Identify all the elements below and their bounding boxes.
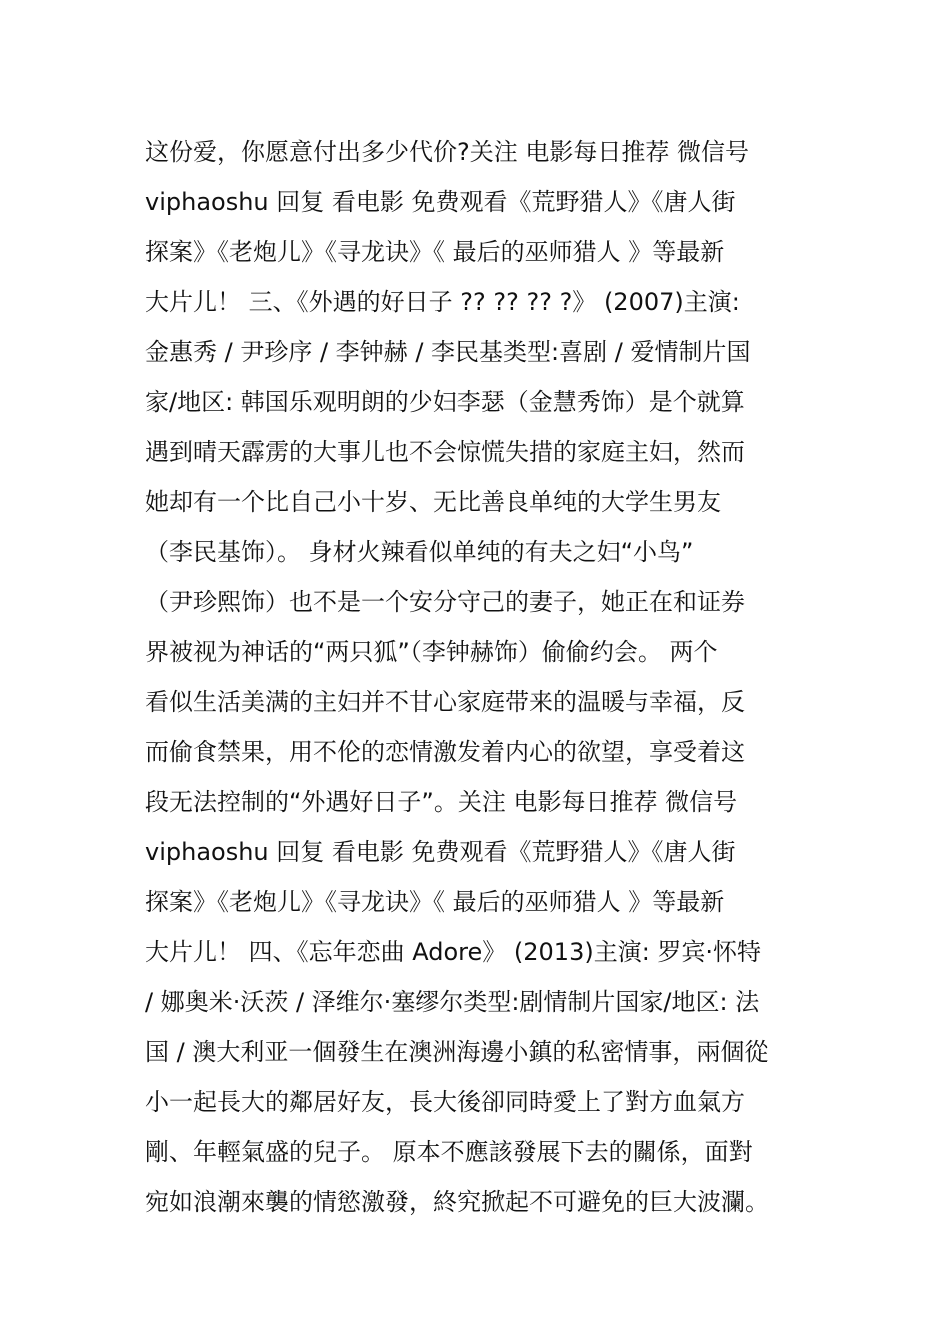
text-line: 这份爱，你愿意付出多少代价?关注 电影每日推荐 微信号 [145,138,749,166]
text-line: 大片儿！ 四、《忘年恋曲 Adore》 (2013)主演: 罗宾·怀特 [145,938,762,966]
text-line: （尹珍熙饰）也不是一个安分守己的妻子，她正在和证券 [145,588,745,616]
text-line: 探案》《老炮儿》《寻龙诀》《 最后的巫师猎人 》等最新 [145,238,725,266]
text-line: 金惠秀 / 尹珍序 / 李钟赫 / 李民基类型:喜剧 / 爱情制片国 [145,338,751,366]
text-line: 大片儿！ 三、《外遇的好日子 ?? ?? ?? ?》 (2007)主演: [145,288,740,316]
text-line: 探案》《老炮儿》《寻龙诀》《 最后的巫师猎人 》等最新 [145,888,725,916]
text-line: 家/地区: 韩国乐观明朗的少妇李瑟（金慧秀饰）是个就算 [145,388,745,416]
text-line: （李民基饰）。 身材火辣看似单纯的有夫之妇“小鸟” [145,538,694,566]
text-line: / 娜奥米·沃茨 / 泽维尔·塞缪尔类型:剧情制片国家/地区: 法 [145,988,760,1016]
text-line: 看似生活美满的主妇并不甘心家庭带来的温暖与幸福，反 [145,688,745,716]
text-line: 段无法控制的“外遇好日子”。关注 电影每日推荐 微信号 [145,788,738,816]
text-line: 小一起長大的鄰居好友，長大後卻同時愛上了對方血氣方 [145,1088,745,1116]
text-line: 遇到晴天霹雳的大事儿也不会惊慌失措的家庭主妇，然而 [145,438,745,466]
text-line: 宛如浪潮來襲的情慾激發，終究掀起不可避免的巨大波瀾。 [145,1188,769,1216]
text-line: 国 / 澳大利亚一個發生在澳洲海邊小鎮的私密情事，兩個從 [145,1038,769,1066]
text-line: 而偷食禁果，用不伦的恋情激发着内心的欲望，享受着这 [145,738,745,766]
text-line: 剛、年輕氣盛的兒子。 原本不應該發展下去的關係，面對 [145,1138,753,1166]
text-line: viphaoshu 回复 看电影 免费观看《荒野猎人》《唐人街 [145,838,736,866]
text-line: viphaoshu 回复 看电影 免费观看《荒野猎人》《唐人街 [145,188,736,216]
text-line: 她却有一个比自己小十岁、无比善良单纯的大学生男友 [145,488,721,516]
text-line: 界被视为神话的“两只狐”（李钟赫饰）偷偷约会。 两个 [145,638,718,666]
body-text [145,127,825,1227]
